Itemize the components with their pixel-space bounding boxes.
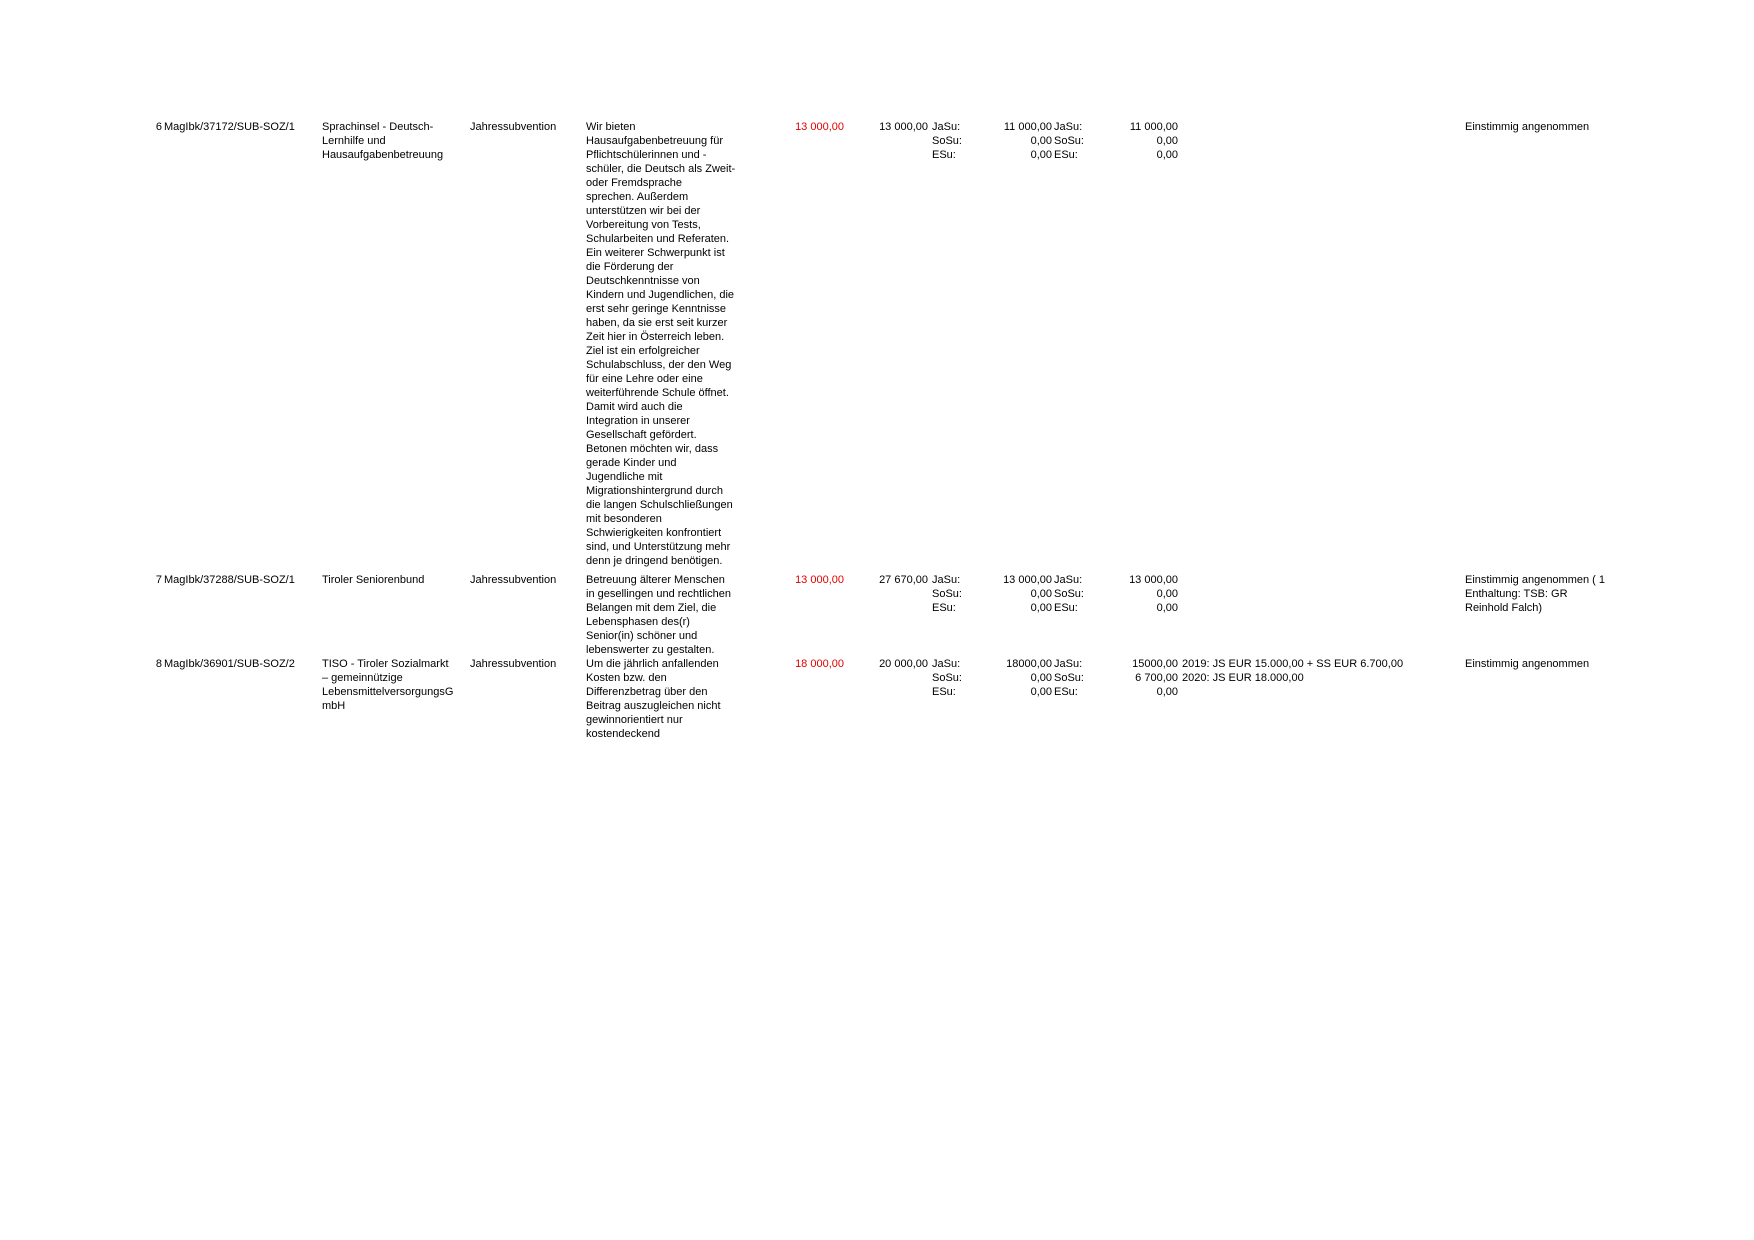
description-line: Differenzbetrag über den [586, 686, 708, 698]
subsidy-label: SoSu: [932, 588, 962, 600]
subsidy-value: 0,00 [1156, 149, 1178, 161]
previous-amount: 27 670,00 [879, 574, 928, 586]
note [1182, 657, 1403, 685]
applicant-name [322, 573, 462, 587]
note-line: 2020: JS EUR 18.000,00 [1182, 672, 1304, 684]
description-line: Um die jährlich anfallenden [586, 658, 719, 670]
description-line: Jugendliche mit [586, 471, 663, 483]
description [586, 573, 746, 657]
subsidy-label: JaSu: [932, 121, 961, 133]
description-line: Schularbeiten und Referaten. [586, 233, 730, 245]
description-line: Schulabschluss, der den Weg [586, 359, 732, 371]
subsidy-type: Jahressubvention [470, 574, 557, 586]
description-line: denn je dringend benötigen. [586, 555, 723, 567]
subsidy-value: 15000,00 [1132, 658, 1178, 670]
subsidy-value: 11 000,00 [1003, 121, 1052, 133]
description-line: die Förderung der [586, 261, 674, 273]
resolution-line: Enthaltung: TSB: GR [1465, 588, 1568, 600]
applicant-name-line: Sprachinsel - Deutsch- [322, 121, 434, 133]
applicant-name-line: Lernhilfe und [322, 135, 386, 147]
description-line: gewinnorientiert nur [586, 714, 683, 726]
description-line: Ziel ist ein erfolgreicher [586, 345, 700, 357]
subsidy-values-granted [1106, 573, 1178, 615]
description-line: Pflichtschülerinnen und - [586, 149, 707, 161]
subsidy-type: Jahressubvention [470, 658, 557, 670]
subsidy-label: ESu: [1054, 602, 1078, 614]
subsidy-value: 0,00 [1030, 149, 1052, 161]
subsidy-label: SoSu: [1054, 588, 1084, 600]
subsidy-label: ESu: [932, 149, 956, 161]
subsidy-values-applied [984, 120, 1052, 162]
subsidy-label: JaSu: [932, 574, 961, 586]
subsidy-type: Jahressubvention [470, 121, 557, 133]
previous-amount: 20 000,00 [879, 658, 928, 670]
description-line: Hausaufgabenbetreuung für [586, 135, 723, 147]
resolution-line: Einstimmig angenommen [1465, 658, 1590, 670]
subsidy-value: 13 000,00 [1003, 574, 1052, 586]
description-line: gerade Kinder und [586, 457, 677, 469]
description-line: kostendeckend [586, 728, 660, 740]
resolution-line: Reinhold Falch) [1465, 602, 1543, 614]
subsidy-labels-granted [1054, 657, 1104, 699]
subsidy-value: 0,00 [1030, 588, 1052, 600]
applicant-name-line: TISO - Tiroler Sozialmarkt [322, 658, 449, 670]
applicant-name [322, 120, 462, 162]
applicant-name-line: LebensmittelversorgungsG [322, 686, 454, 698]
subsidy-label: JaSu: [1054, 574, 1083, 586]
description-line: erst sehr geringe Kenntnisse [586, 303, 727, 315]
subsidy-value: 0,00 [1156, 588, 1178, 600]
description-line: Kosten bzw. den [586, 672, 667, 684]
resolution [1465, 120, 1635, 134]
applicant-name-line: Hausaufgabenbetreuung [322, 149, 444, 161]
subsidy-value: 18000,00 [1006, 658, 1052, 670]
requested-amount: 18 000,00 [795, 658, 844, 670]
subsidy-value: 0,00 [1030, 135, 1052, 147]
subsidy-label: SoSu: [932, 672, 962, 684]
description-line: Integration in unserer [586, 415, 690, 427]
subsidy-label: JaSu: [1054, 121, 1083, 133]
applicant-name [322, 657, 462, 713]
subsidy-label: JaSu: [1054, 658, 1083, 670]
subsidy-label: ESu: [1054, 149, 1078, 161]
applicant-name-line: – gemeinnützige [322, 672, 403, 684]
resolution-line: Einstimmig angenommen [1465, 121, 1590, 133]
subsidy-value: 0,00 [1030, 686, 1052, 698]
reference-number: MagIbk/37288/SUB-SOZ/1 [164, 574, 295, 586]
row-number: 8 [155, 658, 162, 670]
subsidy-values-applied [984, 573, 1052, 615]
reference-number: MagIbk/37172/SUB-SOZ/1 [164, 121, 295, 133]
description-line: die langen Schulschließungen [586, 499, 733, 511]
reference-number: MagIbk/36901/SUB-SOZ/2 [164, 658, 295, 670]
subsidy-label: SoSu: [1054, 135, 1084, 147]
description-line: sind, und Unterstützung mehr [586, 541, 731, 553]
subsidy-values-granted [1106, 120, 1178, 162]
description-line: Vorbereitung von Tests, [586, 219, 701, 231]
row-number: 6 [155, 121, 162, 133]
subsidy-label: ESu: [932, 686, 956, 698]
description-line: Betreuung älterer Menschen [586, 574, 725, 586]
requested-amount: 13 000,00 [795, 121, 844, 133]
subsidy-value: 13 000,00 [1129, 574, 1178, 586]
subsidy-value: 0,00 [1030, 602, 1052, 614]
subsidy-value: 11 000,00 [1129, 121, 1178, 133]
description-line: in gesellingen und rechtlichen [586, 588, 731, 600]
description-line: Migrationshintergrund durch [586, 485, 723, 497]
description-line: weiterführende Schule öffnet. [586, 387, 729, 399]
row-number: 7 [155, 574, 162, 586]
subsidy-label: SoSu: [932, 135, 962, 147]
description-line: haben, da sie erst seit kurzer [586, 317, 728, 329]
subsidy-labels-applied [932, 573, 982, 615]
applicant-name-line: Tiroler Seniorenbund [322, 574, 425, 586]
description-line: Lebensphasen des(r) [586, 616, 690, 628]
description-line: Ein weiterer Schwerpunkt ist [586, 247, 725, 259]
subsidy-labels-granted [1054, 573, 1104, 615]
description-line: mit besonderen [586, 513, 662, 525]
resolution [1465, 573, 1635, 615]
description-line: schüler, die Deutsch als Zweit- [586, 163, 736, 175]
description [586, 657, 746, 741]
subsidy-value: 0,00 [1156, 686, 1178, 698]
description-line: Deutschkenntnisse von [586, 275, 700, 287]
resolution [1465, 657, 1635, 671]
subsidy-values-granted [1106, 657, 1178, 699]
subsidy-label: ESu: [932, 602, 956, 614]
subsidy-label: JaSu: [932, 658, 961, 670]
subsidy-values-applied [984, 657, 1052, 699]
requested-amount: 13 000,00 [795, 574, 844, 586]
description-line: lebenswerter zu gestalten. [586, 644, 715, 656]
description-line: Damit wird auch die [586, 401, 683, 413]
description-line: Betonen möchten wir, dass [586, 443, 719, 455]
subsidy-value: 0,00 [1030, 672, 1052, 684]
description-line: unterstützen wir bei der [586, 205, 701, 217]
resolution-line: Einstimmig angenommen ( 1 [1465, 574, 1606, 586]
subsidy-labels-granted [1054, 120, 1104, 162]
note-line: 2019: JS EUR 15.000,00 + SS EUR 6.700,00 [1182, 658, 1404, 670]
description-line: Kindern und Jugendlichen, die [586, 289, 735, 301]
subsidy-value: 0,00 [1156, 135, 1178, 147]
description-line: Beitrag auszugleichen nicht [586, 700, 721, 712]
description [586, 120, 746, 567]
description-line: Gesellschaft gefördert. [586, 429, 697, 441]
description-line: Schwierigkeiten konfrontiert [586, 527, 722, 539]
subsidy-value: 6 700,00 [1135, 672, 1178, 684]
subsidy-value: 0,00 [1156, 602, 1178, 614]
description-line: sprechen. Außerdem [586, 191, 689, 203]
subsidy-label: ESu: [1054, 686, 1078, 698]
description-line: Wir bieten [586, 121, 636, 133]
previous-amount: 13 000,00 [879, 121, 928, 133]
description-line: für eine Lehre oder eine [586, 373, 703, 385]
subsidy-labels-applied [932, 120, 982, 162]
applicant-name-line: mbH [322, 700, 346, 712]
subsidy-labels-applied [932, 657, 982, 699]
subsidy-label: SoSu: [1054, 672, 1084, 684]
description-line: Belangen mit dem Ziel, die [586, 602, 717, 614]
description-line: oder Fremdsprache [586, 177, 682, 189]
description-line: Zeit hier in Österreich leben. [586, 331, 725, 343]
description-line: Senior(in) schöner und [586, 630, 698, 642]
